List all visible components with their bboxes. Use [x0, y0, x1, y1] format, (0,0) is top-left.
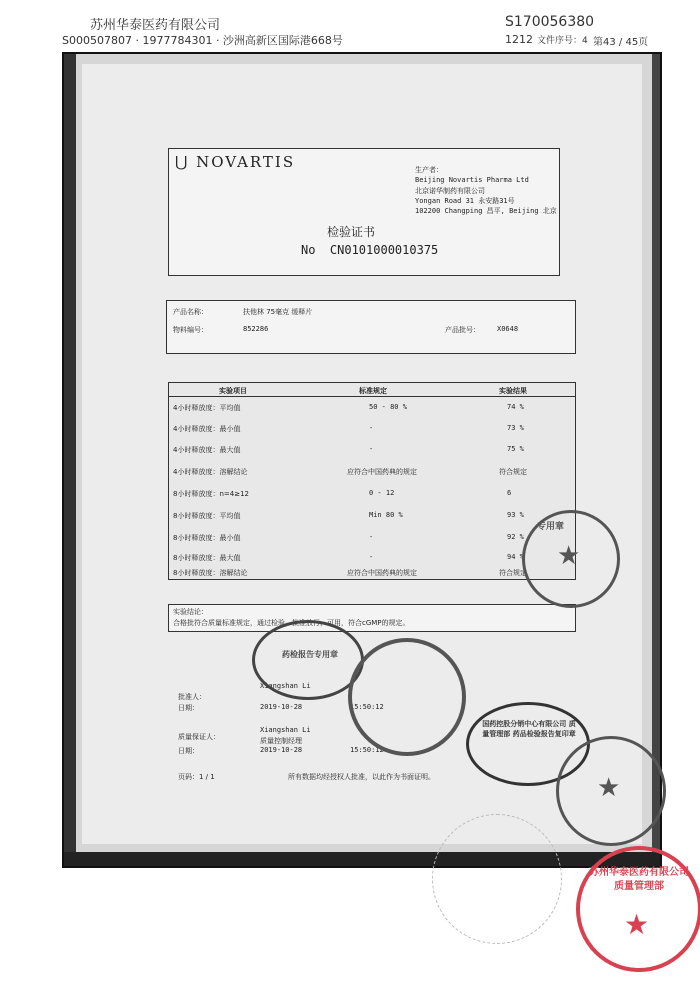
certificate-title: 检验证书: [327, 225, 376, 239]
manufacturer-line-2: 北京诺华制药有限公司: [415, 187, 485, 195]
product-code-value: 852286: [243, 325, 269, 333]
certificate-number-label: No: [301, 243, 316, 257]
novartis-logo-icon: ⋃: [175, 153, 190, 171]
header-batch-page: 1212: [505, 33, 533, 46]
header-sequence: 文件序号：4: [537, 36, 588, 46]
certificate-header-box: [168, 148, 560, 276]
product-box: [166, 300, 576, 354]
novartis-logo: ⋃ NOVARTIS: [175, 153, 296, 171]
certificate-number: CN0101000010375: [329, 243, 439, 257]
approver-date-label: 日期：: [178, 704, 199, 712]
approver-label: 批准人：: [178, 693, 206, 701]
product-name-label: 产品名称：: [173, 308, 208, 316]
header-page: 第43 / 45页: [593, 37, 649, 48]
scan-edge-bottom: [64, 852, 660, 866]
product-code-label: 物料编号：: [173, 326, 208, 334]
product-batch-value: X0648: [497, 325, 519, 333]
test-header-divider: [169, 396, 575, 397]
certificate-number-row: [301, 243, 438, 257]
test-header-result: 实验结果: [499, 387, 527, 395]
manufacturer-line-3: Yongan Road 31 永安路31号: [415, 197, 515, 205]
approver-name: Xiangshan Li: [260, 682, 311, 690]
test-table: 实验项目 标准规定 实验结果 4小时释放度：平均值 50 - 80 % 74 % 4小时释放度：最小值 - 73 % 4小时释放度：最大值 - 75 % 4小时释放度：溶解结论 应符合中国药典的规定 符合规定 8小时释放度：n=4≥12 0 - 12 6 8小时释放度：平均值 Min 80 % 93 % 8小时释放度：最小值 - 92 % 8小时释放度：最大值 - 94 % 8小时释放度：溶解结论 应符合中国药典的规定 符合规定: [168, 382, 576, 580]
star-icon: ★: [597, 773, 621, 803]
stamp-right-upper: [522, 510, 620, 608]
faint-stamp-outline: [432, 814, 562, 944]
product-batch-label: 产品批号：: [445, 326, 480, 334]
star-icon: ★: [624, 908, 650, 941]
header-company: 苏州华泰医药有限公司: [90, 18, 221, 33]
qa-time: 15:50:12: [350, 746, 384, 754]
conclusion-box: [168, 604, 576, 632]
stamp-d-text: 苏州华泰医药有限公司 质量管理部: [589, 867, 689, 892]
scan-edge-right: [652, 54, 660, 866]
conclusion-text: 合格批符合质量标准规定，通过检验，批准放行，可用，符合cGMP的规定。: [173, 619, 410, 627]
star-icon: ★: [557, 541, 581, 571]
conclusion-label: 实验结论：: [173, 608, 208, 616]
product-name-value: 扶他林 75毫克 缓释片: [243, 308, 313, 316]
scanned-certificate: [62, 52, 662, 868]
approver-date: 2019-10-28: [260, 703, 303, 711]
scan-edge-left: [64, 54, 76, 866]
qa-title: 质量控制经理: [260, 737, 302, 745]
stamp-a-text: 专用章: [537, 522, 565, 532]
qa-name: Xiangshan Li: [260, 726, 311, 734]
qa-date: 2019-10-28: [260, 746, 303, 754]
certificate-paper: [82, 64, 642, 844]
stamp-c-text: 国药控股分销中心有限公司 质量管理部 药品检验报告复印章: [482, 720, 576, 738]
test-header-item: 实验项目: [219, 387, 247, 395]
stamp-report: [252, 620, 364, 700]
qa-date-label: 日期：: [178, 747, 199, 755]
stamp-right-lower: [556, 736, 666, 846]
stamp-b-text: 药检报告专用章: [282, 650, 338, 659]
page-count: 页码：1 / 1: [178, 773, 215, 781]
footer-note: 所有数据均经授权人批准，以此作为书面证明。: [288, 773, 435, 781]
manufacturer-line-4: 102200 Changping 昌平, Beijing 北京: [415, 207, 557, 215]
approver-time: 15:50:12: [350, 703, 384, 711]
stamp-company-round: [348, 638, 466, 756]
test-header-spec: 标准规定: [359, 387, 387, 395]
qa-label: 质量保证人：: [178, 733, 220, 741]
header-serial: S170056380: [505, 14, 595, 30]
company-red-stamp: [576, 846, 700, 972]
manufacturer-label: 生产者：: [415, 166, 443, 174]
header-code-line: S000507807 · 1977784301 · 沙洲高新区国际港668号: [62, 34, 343, 47]
manufacturer-line-1: Beijing Novartis Pharma Ltd: [415, 176, 529, 184]
